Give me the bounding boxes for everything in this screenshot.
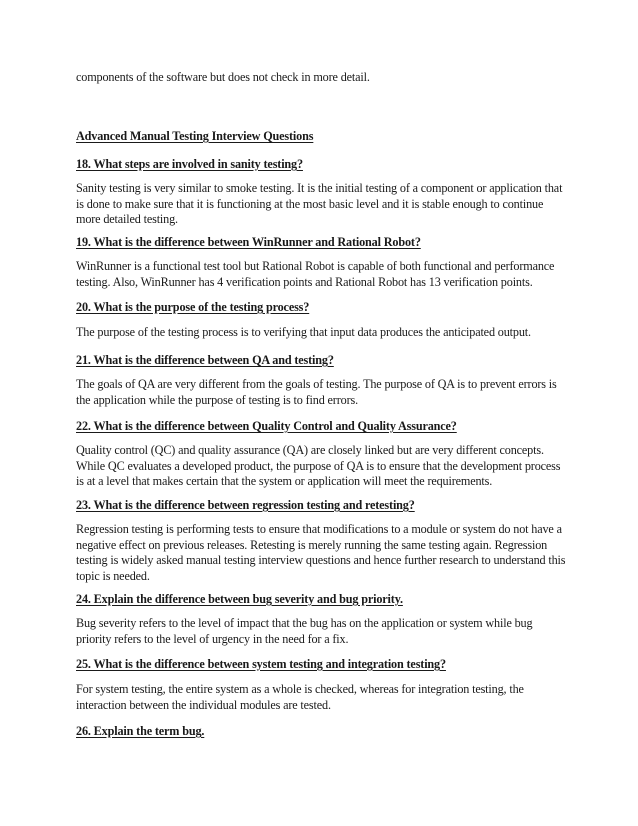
question-20-heading: 20. What is the purpose of the testing process?: [76, 300, 310, 314]
intro-paragraph: components of the software but does not check in more detail.: [76, 70, 370, 84]
question-19-answer: WinRunner is a functional test tool but Rational Robot is capable of both functional and performance testing. Also, WinRunner has 4 verification points and Rational Robot has 13 verification points.: [76, 259, 555, 289]
question-21-answer: The goals of QA are very different from the goals of testing. The purpose of QA is to prevent errors is the application while the purpose of testing is to find errors.: [76, 377, 557, 407]
question-25-answer: For system testing, the entire system as a whole is checked, whereas for integration testing, the interaction between the individual modules are tested.: [76, 682, 524, 712]
question-22-heading: 22. What is the difference between Quality Control and Quality Assurance?: [76, 419, 457, 433]
section-title: Advanced Manual Testing Interview Questions: [76, 129, 314, 143]
question-24-heading: 24. Explain the difference between bug severity and bug priority.: [76, 592, 403, 606]
question-25-heading: 25. What is the difference between system testing and integration testing?: [76, 657, 446, 671]
question-18-answer: Sanity testing is very similar to smoke testing. It is the initial testing of a component or application that is done to make sure that it is functioning at the most basic level and it is stable enough to continue more detailed testing.: [76, 181, 563, 226]
question-26-heading: 26. Explain the term bug.: [76, 724, 205, 738]
question-23-answer: Regression testing is performing tests to ensure that modifications to a module or system do not have a negative effect on previous releases. Retesting is merely running the same testing again. Regression testing is widely asked manual testing interview questions and hence further research to understand this topic is needed.: [76, 522, 566, 583]
question-23-heading: 23. What is the difference between regression testing and retesting?: [76, 498, 415, 512]
question-24-answer: Bug severity refers to the level of impact that the bug has on the application or system while bug priority refers to the level of urgency in the need for a fix.: [76, 616, 533, 646]
question-20-answer: The purpose of the testing process is to verifying that input data produces the anticipated output.: [76, 325, 531, 339]
question-18-heading: 18. What steps are involved in sanity testing?: [76, 157, 303, 171]
question-21-heading: 21. What is the difference between QA and testing?: [76, 353, 334, 367]
question-22-answer: Quality control (QC) and quality assurance (QA) are closely linked but are very different concepts. While QC evaluates a developed product, the purpose of QA is to ensure that the development process is at a level that makes certain that the system or application will meet the requirements.: [76, 443, 561, 488]
question-19-heading: 19. What is the difference between WinRunner and Rational Robot?: [76, 235, 421, 249]
